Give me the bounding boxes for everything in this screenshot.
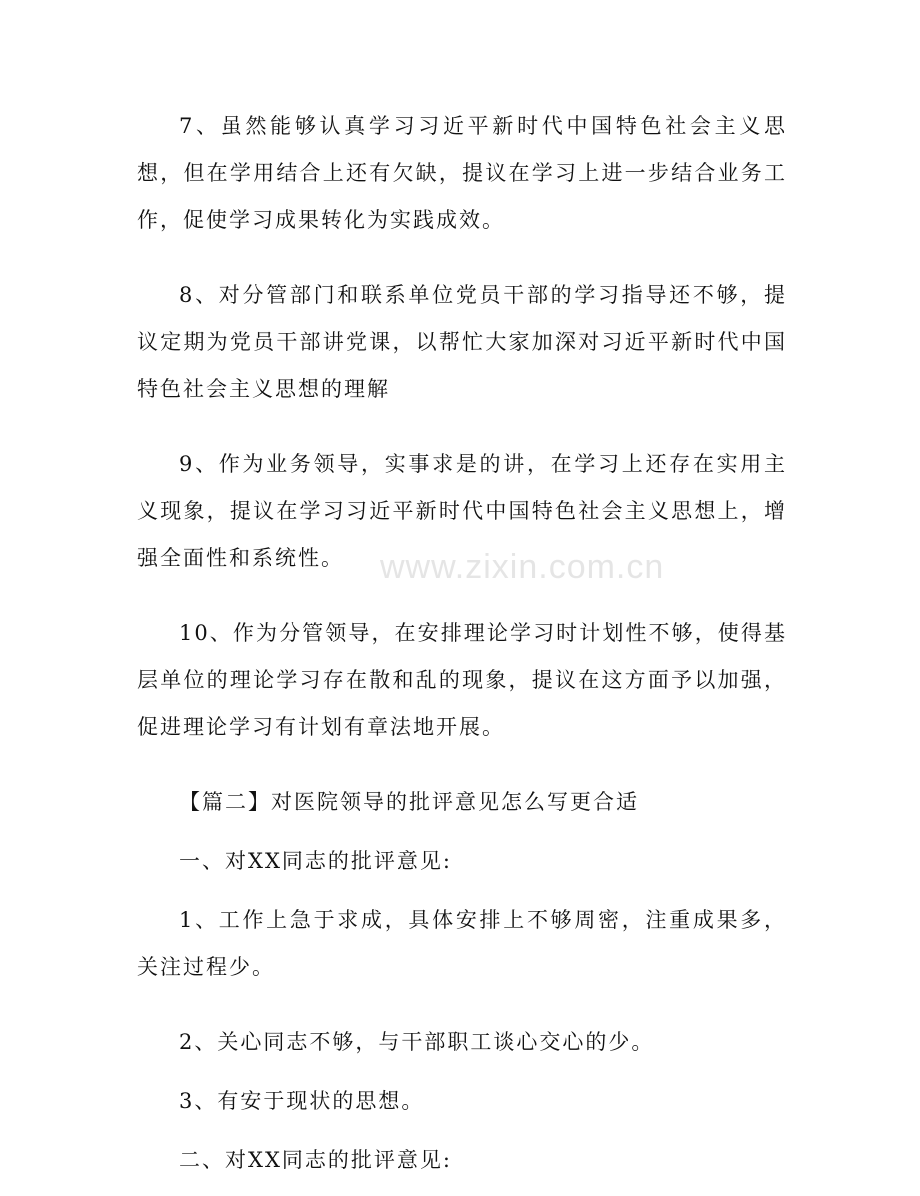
item-2: 2、关心同志不够，与干部职工谈心交心的少。 — [179, 1030, 655, 1054]
section-heading: 【篇二】对医院领导的批评意见怎么写更合适 — [179, 790, 639, 814]
watermark-text: www.zixin.com.cn — [380, 548, 665, 586]
paragraph-9: 9、作为业务领导，实事求是的讲，在学习上还存在实用主义现象，提议在学习习近平新时代中国特色社会主义思想上，增强全面性和系统性。 — [137, 452, 787, 570]
subheading-1: 一、对XX同志的批评意见: — [179, 849, 452, 873]
document-body — [137, 103, 787, 1196]
item-3: 3、有安于现状的思想。 — [179, 1089, 425, 1113]
subheading-2: 二、对XX同志的批评意见: — [179, 1148, 452, 1172]
item-1: 1、工作上急于求成，具体安排上不够周密，注重成果多，关注过程少。 — [137, 908, 787, 979]
paragraph-7: 7、虽然能够认真学习习近平新时代中国特色社会主义思想，但在学用结合上还有欠缺，提议在学习上进一步结合业务工作，促使学习成果转化为实践成效。 — [137, 114, 787, 232]
paragraph-8: 8、对分管部门和联系单位党员干部的学习指导还不够，提议定期为党员干部讲党课，以帮忙大家加深对习近平新时代中国特色社会主义思想的理解 — [137, 283, 787, 401]
paragraph-10: 10、作为分管领导，在安排理论学习时计划性不够，使得基层单位的理论学习存在散和乱的现象，提议在这方面予以加强，促进理论学习有计划有章法地开展。 — [137, 621, 787, 739]
